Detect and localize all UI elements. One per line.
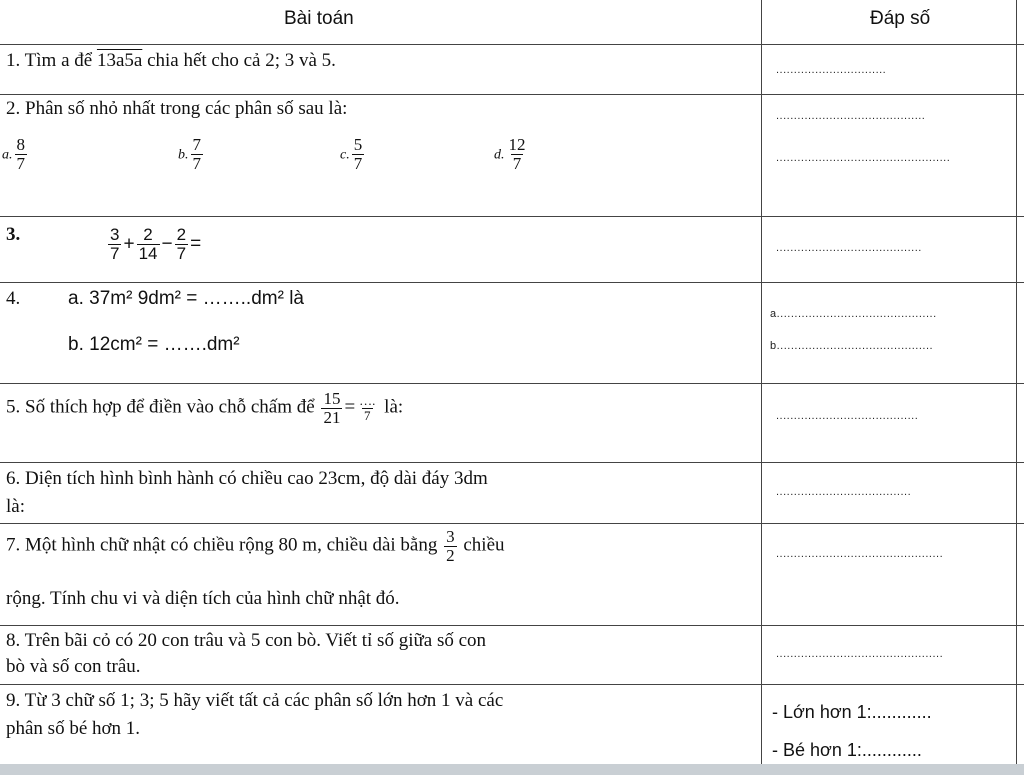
question-9-line1: 9. Từ 3 chữ số 1; 3; 5 hãy viết tất cả các phân số lớn hơn 1 và các bbox=[6, 690, 504, 711]
answer-blank-9-greater[interactable]: - Lớn hơn 1:............ bbox=[772, 702, 932, 722]
question-8-line1: 8. Trên bãi cỏ có 20 con trâu và 5 con bò. Viết tỉ số giữa số con bbox=[6, 630, 487, 651]
answer-blank-9-less[interactable]: - Bé hơn 1:............ bbox=[772, 740, 922, 760]
table-right-border bbox=[1016, 0, 1017, 764]
question-6-line2: là: bbox=[6, 496, 25, 517]
question-5: 5. Số thích hợp để điền vào chỗ chấm để $\frac{15}{21}$ = $\frac{\dots.}{7}$ là: bbox=[6, 389, 404, 427]
row-divider bbox=[0, 282, 1024, 283]
answer-blank-1[interactable]: ............................... bbox=[776, 64, 887, 76]
option-a: a. $\frac{8}{7}$ bbox=[2, 135, 25, 173]
option-c: c. $\frac{5}{7}$ bbox=[340, 135, 363, 173]
header-problem: Bài toán bbox=[284, 8, 354, 29]
answer-blank-2-top[interactable]: .......................................... bbox=[776, 110, 926, 122]
column-divider bbox=[761, 0, 762, 764]
question-9-line2: phân số bé hơn 1. bbox=[6, 718, 141, 739]
row-divider bbox=[0, 94, 1024, 95]
row-divider bbox=[0, 44, 1024, 45]
answer-blank-8[interactable]: ............................................... bbox=[776, 648, 944, 660]
row-divider bbox=[0, 523, 1024, 524]
question-7-line1: 7. Một hình chữ nhật có chiều rộng 80 m, chiều dài bằng $\frac{3}{2}$ chiều bbox=[6, 527, 505, 565]
question-4-label: 4. bbox=[6, 288, 21, 309]
question-3-expression: $\frac{3}{7}$ + $\frac{2}{14}$ − $\frac{2}{7}$ = bbox=[110, 225, 202, 263]
row-divider bbox=[0, 625, 1024, 626]
answer-blank-4a[interactable]: a............................................. bbox=[770, 308, 937, 320]
question-7-line2: rộng. Tính chu vi và diện tích của hình chữ nhật đó. bbox=[6, 588, 400, 609]
row-divider bbox=[0, 383, 1024, 384]
option-b: b. $\frac{7}{7}$ bbox=[178, 135, 201, 173]
answer-blank-7[interactable]: ............................................... bbox=[776, 548, 944, 560]
question-8-line2: bò và số con trâu. bbox=[6, 656, 141, 677]
answer-blank-5[interactable]: ........................................ bbox=[776, 410, 919, 422]
header-answer: Đáp số bbox=[870, 8, 931, 29]
answer-blank-6[interactable]: ...................................... bbox=[776, 486, 912, 498]
option-d: d. $\frac{12}{7}$ bbox=[494, 135, 526, 173]
answer-blank-2[interactable]: ................................................. bbox=[776, 152, 951, 164]
question-2: 2. Phân số nhỏ nhất trong các phân số sau là: bbox=[6, 98, 348, 119]
row-divider bbox=[0, 462, 1024, 463]
question-6-line1: 6. Diện tích hình bình hành có chiều cao 23cm, độ dài đáy 3dm bbox=[6, 468, 488, 489]
question-4a: a. 37m² 9dm² = ……..dm² là bbox=[68, 288, 304, 309]
question-4b: b. 12cm² = …….dm² bbox=[68, 334, 240, 355]
answer-blank-3[interactable]: ......................................... bbox=[776, 242, 922, 254]
window-bottom-bar bbox=[0, 764, 1024, 775]
row-divider bbox=[0, 684, 1024, 685]
number-with-overline: 13a5a bbox=[96, 50, 143, 71]
row-divider bbox=[0, 216, 1024, 217]
answer-blank-4b[interactable]: b............................................ bbox=[770, 340, 934, 352]
question-3-label: 3. bbox=[6, 224, 21, 245]
question-1: 1. Tìm a để 13a5a chia hết cho cả 2; 3 và 5. bbox=[6, 50, 336, 71]
